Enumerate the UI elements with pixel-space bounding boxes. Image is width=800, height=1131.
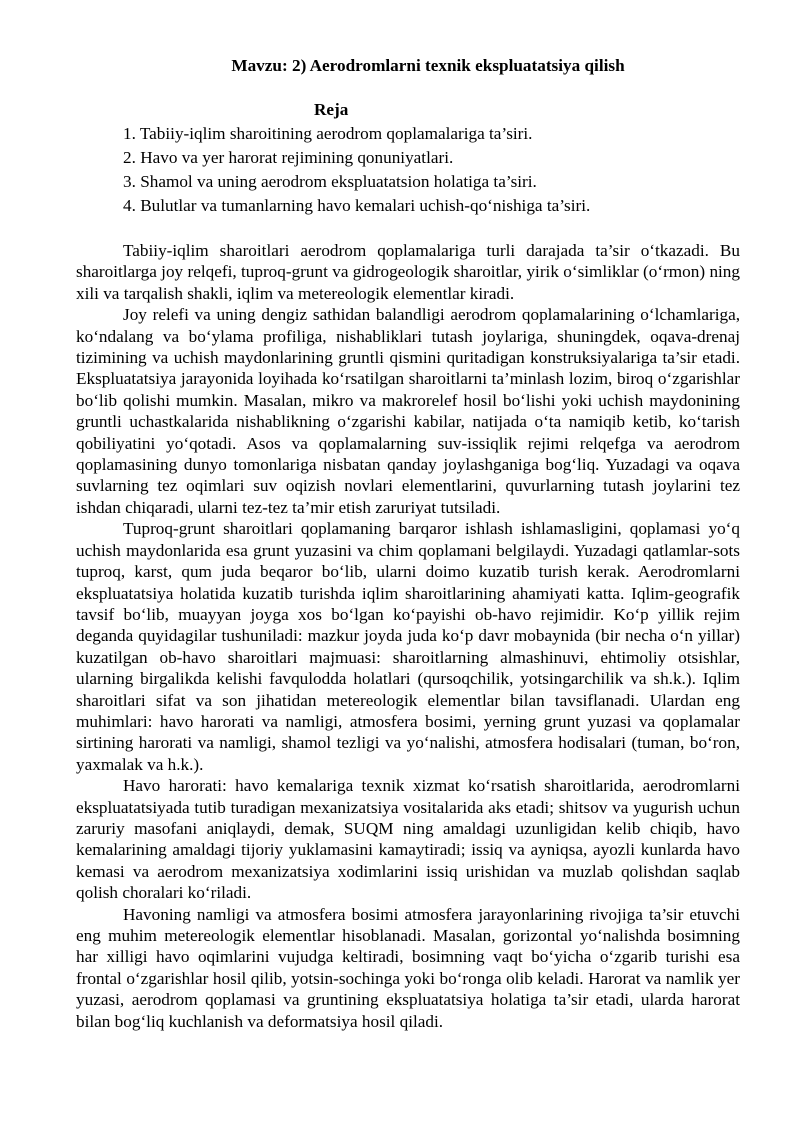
document-page <box>76 54 740 1032</box>
paragraph-climate-intro: Tabiiy-iqlim sharoitlari aerodrom qoplamalariga turli darajada ta’sir o‘tkazadi. Bu sharoitlarga joy relqefi, tuproq-grunt va gidrogeologik sharoitlar, yirik o‘simliklar (o‘rmon) ning xili va tarqalish shakli, iqlim va metereologik elementlar kiradi. <box>76 241 740 303</box>
plan-item: 3. Shamol va uning aerodrom ekspluatatsion holatiga ta’siri. <box>123 172 537 191</box>
plan-list <box>76 122 740 218</box>
paragraph-air-temperature: Havo harorati: havo kemalariga texnik xizmat ko‘rsatish sharoitlarida, aerodromlarni ekspluatatsiyada tutib turadigan mexanizatsiya vositalarida aks etadi; shitsov va yugurish uchun zaruriy masofani aniqlaydi, demak, SUQM ning amaldagi uzunligidan kelib chiqib, havo kemalarining amaldagi tijoriy yuklamasini kamaytiradi; issiq va ayniqsa, ayozli kunlarda havo kemasi va aerodrom mexanizatsiya xodimlarini issiq urishidan va muzlab qolishdan saqlab qolish choralari ko‘riladi. <box>76 776 740 903</box>
paragraph-humidity-pressure: Havoning namligi va atmosfera bosimi atmosfera jarayonlarining rivojiga ta’sir etuvchi eng muhim metereologik elementlar hisoblanadi. Masalan, gorizontal yo‘nalishda bosimning har xilligi havo oqimlarini vujudga keltiradi, bosimning vaqt bo‘yicha o‘zgarib turishi esa frontal o‘zgarishlar hosil qilib, yotsin-sochinga yoki bo‘ronga olib keladi. Harorat va namlik yer yuzasi, aerodrom qoplamasi va gruntining ekspluatatsiya holatiga ta’sir etadi, ularda harorat bilan bog‘liq kuchlanish va deformatsiya hosil qiladi. <box>76 904 740 1031</box>
plan-item: 1. Tabiiy-iqlim sharoitining aerodrom qoplamalariga ta’siri. <box>123 124 533 143</box>
plan-heading: Reja <box>314 100 349 119</box>
paragraph-soil-climate: Tuproq-grunt sharoitlari qoplamaning barqaror ishlash ishlamasligini, qoplamasi yo‘q uchish maydonlarida esa grunt yuzasini va chim qoplamani belgilaydi. Yuzadagi qatlamlar-sots tuproq, karst, qum juda beqaror bo‘lib, ularni doimo kuzatib turish kerak. Aerodromlarni ekspluatatsiya holatida kuzatib turishda iqlim sharoitlarining ahamiyati katta. Iqlim-geografik tavsif bo‘lib, muayyan joyga xos bo‘lgan ko‘payishi ob-havo rejimidir. Ko‘p yillik rejim deganda quyidagilar tushuniladi: mazkur joyda juda ko‘p davr mobaynida (bir necha o‘n yillar) kuzatilgan ob-havo sharoitlari majmuasi: sharoitlarning almashinuvi, ehtimoliy otsishlar, ularning birgalikda kelishi favqulodda holatlari (qursoqchilik, yotsingarchilik va sh.k.). Iqlim sharoitlari sifat va son jihatidan metereologik elementlar bilan tavsiflanadi. Ulardan eng muhimlari: havo harorati va namligi, atmosfera bosimi, yerning grunt yuzasi va qoplamalar sirtining harorati va namligi, shamol tezligi va yo‘nalishi, atmosfera hodisalari (tuman, bo‘ron, yaxmalak va h.k.). <box>76 519 740 774</box>
plan-item: 4. Bulutlar va tumanlarning havo kemalari uchish-qo‘nishiga ta’siri. <box>123 196 591 215</box>
document-title: Mavzu: 2) Aerodromlarni texnik ekspluatatsiya qilish <box>231 56 625 75</box>
body-text <box>76 240 740 1032</box>
plan-item: 2. Havo va yer harorat rejimining qonuniyatlari. <box>123 148 454 167</box>
paragraph-relief: Joy relefi va uning dengiz sathidan balandligi aerodrom qoplamalarining o‘lchamlariga, ko‘ndalang va bo‘ylama profiliga, nishabliklari tutash joylariga, shuningdek, oqava-drenaj tizimining va uchish maydonlarining gruntli qismini quritadigan konstruksiyalariga ta’sir etadi. Ekspluatatsiya jarayonida loyihada ko‘rsatilgan sharoitlarni ta’minlash lozim, biroq o‘zgarishlar bo‘lib qolishi mumkin. Masalan, mikro va makrorelef hosil bo‘lishi yoki uchish maydonining gruntli uchastkalarida nishablikning o‘zgarishi kabilar, natijada o‘ta namiqib ketib, ko‘tarish qobiliyatini yo‘qotadi. Asos va qoplamalarning suv-issiqlik rejimi relqefga va aerodrom qoplamasining dunyo tomonlariga nisbatan qanday joylashganiga bog‘liq. Yuzadagi va oqava suvlarning tez oqimlari suv oqizish novlari elementlarini, quvurlarning tutash joylarini tez ishdan chiqaradi, ularni tez-tez ta’mir etish zaruriyat tutsiladi. <box>76 305 740 517</box>
